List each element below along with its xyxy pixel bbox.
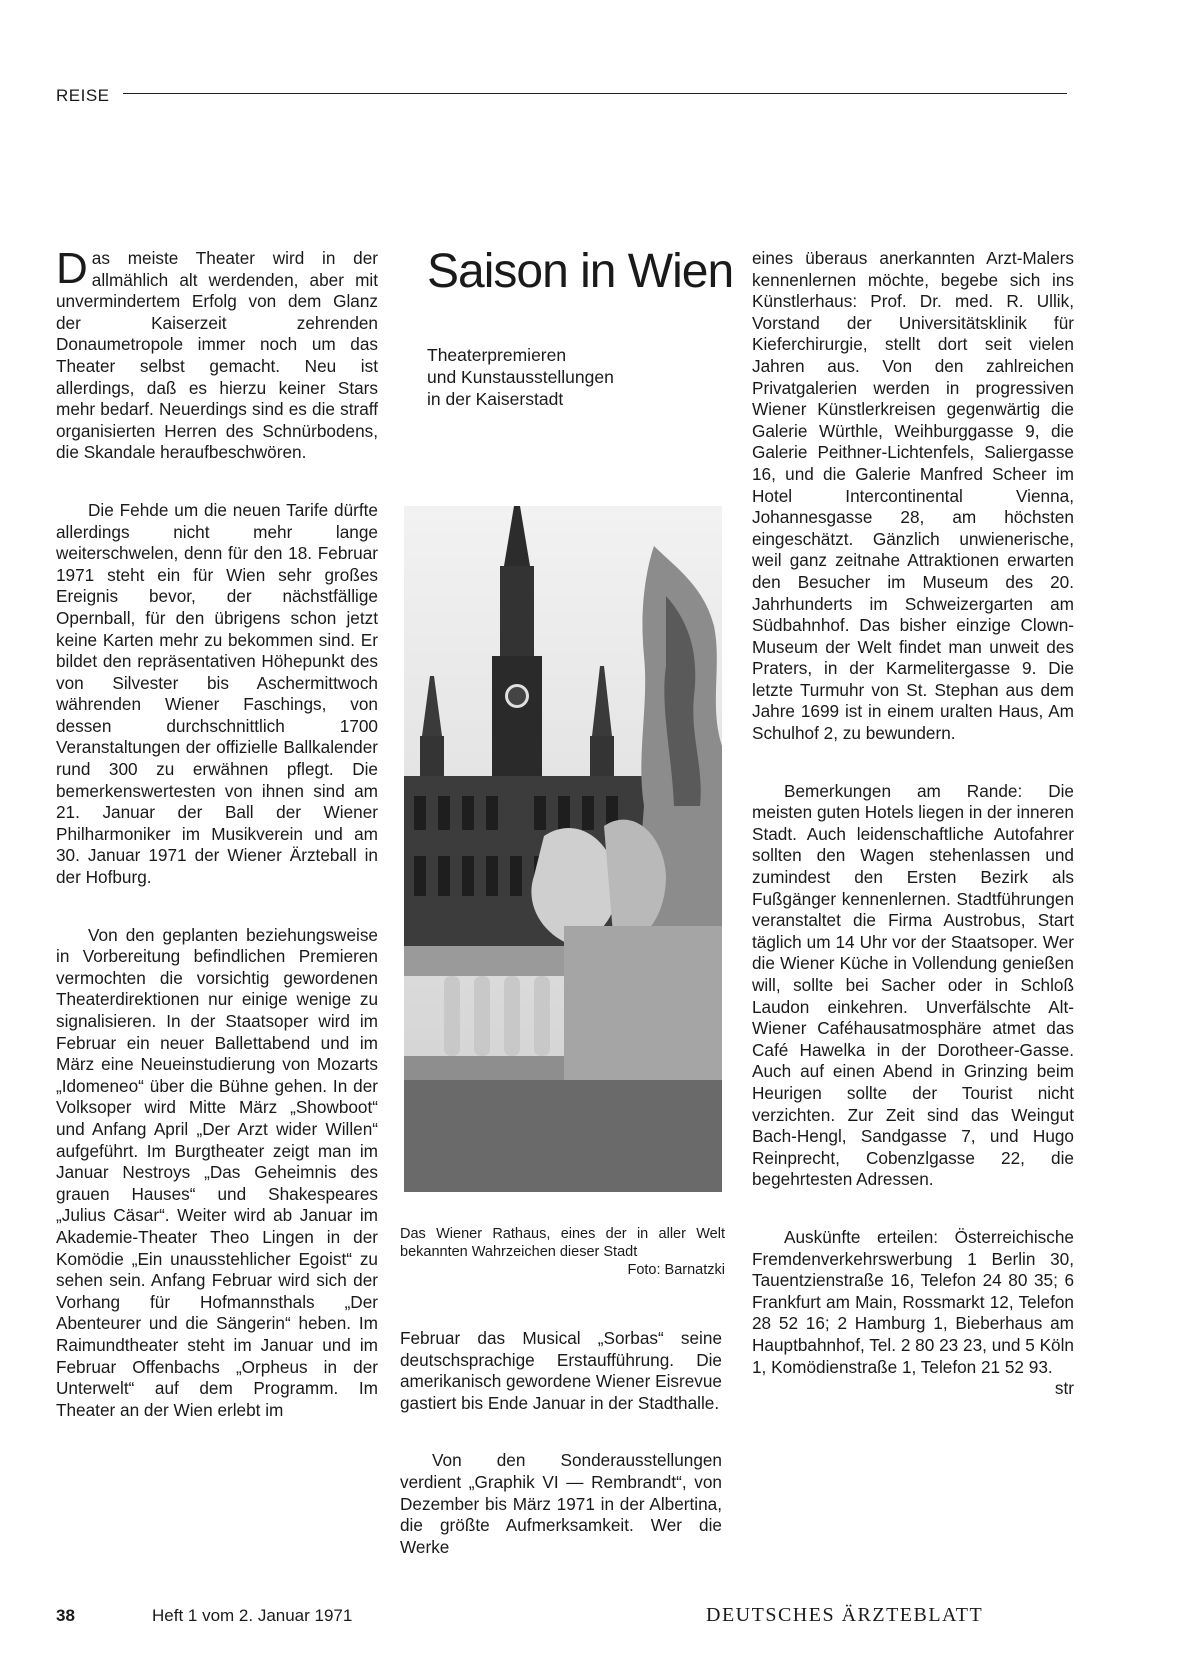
subtitle-line: und Kunstausstellungen: [427, 367, 614, 387]
author-signature: str: [1054, 1378, 1074, 1399]
rathaus-photo: [404, 506, 722, 1192]
subtitle-line: Theaterpremieren: [427, 345, 567, 365]
journal-name: DEUTSCHES ÄRZTEBLATT: [706, 1604, 984, 1626]
article-paragraph: Bemerkungen am Rande: Die meisten guten Hotels liegen in der inneren Stadt. Auch leidenschaftliche Autofahrer sollten den Wagen stehenlassen und zumindest den Ersten Bezirk als Fußgänger kennenlernen. Stadtführungen veranstaltet die Firma Austrobus, Start täglich um 14 Uhr vor der Staatsoper. Wer die Wiener Küche in Vollendung genießen will, sollte bei Sacher oder in Schloß Laudon einkehren. Unverfälschte Alt-Wiener Caféhausatmosphäre atmet das Café Hawelka in der Dorotheer-Gasse. Auch auf einen Abend in Grinzing beim Heurigen sollte der Tourist nicht verzichten. Zur Zeit sind das Weingut Bach-Hengl, Sandgasse 7, und Hugo Reinprecht, Cobenzlgasse 22, die begehrtesten Adressen.: [752, 780, 1074, 1190]
drop-cap: D: [56, 244, 88, 293]
caption-text: Das Wiener Rathaus, eines der in aller Welt bekannten Wahrzeichen dieser Stadt: [400, 1226, 725, 1260]
article-paragraph: [56, 244, 378, 464]
article-column-2: [400, 1328, 722, 1594]
photo-caption: [400, 1225, 725, 1279]
article-paragraph: Februar das Musical „Sorbas“ seine deutschsprachige Erstaufführung. Die amerikanisch gewordene Wiener Eisrevue gastiert bis Ende Januar in der Stadthalle.: [400, 1328, 722, 1413]
article-paragraph: Die Fehde um die neuen Tarife dürfte allerdings nicht mehr lange weiterschwelen, denn für den 18. Februar 1971 steht ein für Wien sehr großes Ereignis bevor, der nächstfällige Opernball, für den übrigens schon jetzt keine Karten mehr zu bekommen sind. Er bildet den repräsentativen Höhepunkt des von Silvester bis Aschermittwoch währenden Wiener Faschings, von dessen durchschnittlich 1700 Veranstaltungen der offizielle Ballkalender rund 300 zu erwähnen pflegt. Die bemerkenswertesten von ihnen sind am 21. Januar der Ball der Wiener Philharmoniker im Musikverein und am 30. Januar 1971 der Wiener Ärzteball in der Hofburg.: [56, 499, 378, 888]
subtitle-line: in der Kaiserstadt: [427, 389, 564, 409]
section-label: REISE: [56, 86, 110, 105]
article-column-1: [56, 244, 378, 1457]
page-number: 38: [56, 1606, 75, 1625]
article-title: Saison in Wien: [427, 245, 734, 298]
article-paragraph: eines überaus anerkannten Arzt-Malers kennenlernen möchte, begebe sich ins Künstlerhaus: Prof. Dr. med. R. Ullik, Vorstand der Universitätsklinik für Kieferchirurgie, stellt dort seit vielen Jahren aus. Von den zahlreichen Privatgalerien werden in progressiven Wiener Künstlerkreisen gegenwärtig die Galerie Würthle, Weihburggasse 9, die Galerie Peithner-Lichtenfels, Saliergasse 16, und die Galerie Manfred Scheer im Hotel Intercontinental Vienna, Johannesgasse 28, am höchsten eingeschätzt. Gänzlich unwienerische, weil ganz zeitnahe Attraktionen erwarten den Besucher im Museum des 20. Jahrhunderts im Schweizergarten am Südbahnhof. Das bisher einzige Clown-Museum der Welt findet man unweit des Praters, in der Karmelitergasse 9. Die letzte Turmuhr von St. Stephan aus dem Jahre 1699 ist in einem uralten Haus, Am Schulhof 2, zu bewundern.: [752, 248, 1074, 744]
article-column-3: [752, 248, 1074, 1414]
article-paragraph: [752, 1226, 1074, 1399]
paragraph-text: as meiste Theater wird in der allmählich alt werdenden, aber mit unvermindertem Erfolg von dem Glanz der Kaiserzeit zehrenden Donaumetropole immer noch um das Theater selbst gemacht. Neu ist allerdings, daß es hierzu keiner Stars mehr bedarf. Neuerdings sind es die straff organisierten Herren des Schnürbodens, die Skandale heraufbeschwören.: [56, 248, 378, 463]
article-subtitle: [427, 344, 614, 410]
article-paragraph: Von den geplanten beziehungsweise in Vorbereitung befindlichen Premieren vermochten die vorsichtig gewordenen Theaterdirektionen nur einige wenige zu signalisieren. In der Staatsoper wird im Februar ein neuer Ballettabend und im März eine Neueinstudierung von Mozarts „Idomeneo“ über die Bühne gehen. In der Volksoper wird Mitte März „Showboot“ und Anfang April „Der Arzt wider Willen“ aufgeführt. Im Burgtheater zeigt man im Januar Nestroys „Das Geheimnis des grauen Hauses“ und Shakespeares „Julius Cäsar“. Weiter wird ab Januar im Akademie-Theater Theo Lingen in der Komödie „Ein unausstehlicher Egoist“ zu sehen sein. Anfang Februar wird sich der Vorhang für Hofmannsthals „Der Abenteurer und die Sängerin“ heben. Im Raimundtheater steht im Januar und im Februar Offenbachs „Orpheus in der Unterwelt“ auf dem Programm. Im Theater an der Wien erlebt im: [56, 924, 378, 1420]
article-paragraph: Von den Sonderausstellungen verdient „Graphik VI — Rembrandt“, von Dezember bis März 1971 in der Albertina, die größte Aufmerksamkeit. Wer die Werke: [400, 1450, 722, 1557]
issue-info: Heft 1 vom 2. Januar 1971: [152, 1606, 353, 1625]
photo-credit: Foto: Barnatzki: [627, 1262, 725, 1278]
rathaus-illustration: [404, 506, 722, 1192]
header-rule: [123, 93, 1067, 94]
paragraph-text: Auskünfte erteilen: Österreichische Fremdenverkehrswerbung 1 Berlin 30, Tauentzienstraße 16, Telefon 24 80 35; 6 Frankfurt am Main, Rossmarkt 12, Telefon 28 52 16; 2 Hamburg 1, Bieberhaus am Hauptbahnhof, Tel. 2 80 23 23, und 5 Köln 1, Komödienstraße 1, Telefon 21 52 93.: [752, 1226, 1074, 1377]
